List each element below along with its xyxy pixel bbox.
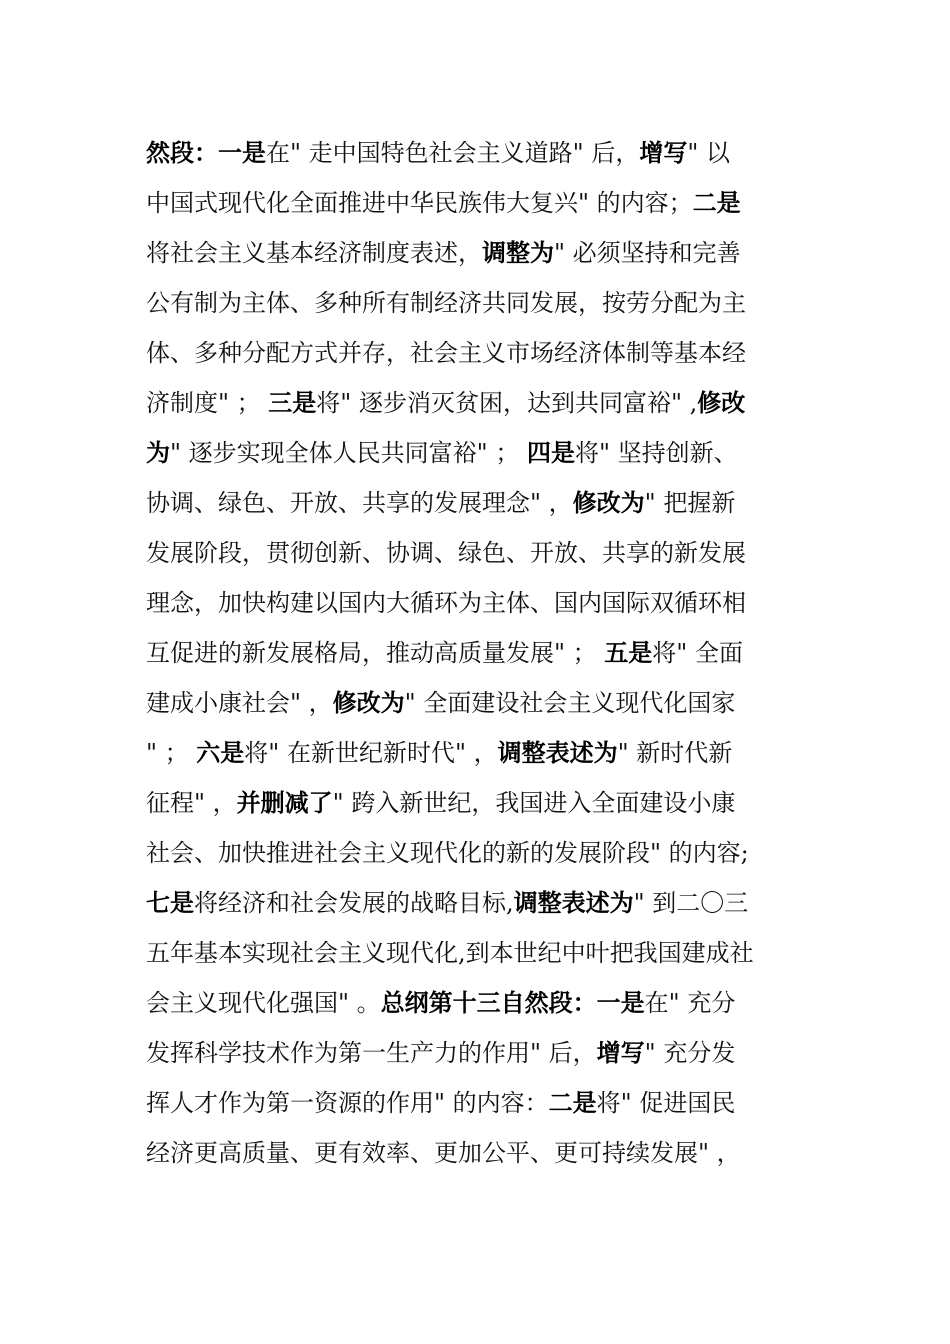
text-line — [146, 1028, 806, 1078]
text-line — [146, 828, 806, 878]
text-segment: 协调、绿色、开放、共享的发展理念" ， — [146, 489, 573, 517]
bold-text-segment: 四是 — [526, 438, 575, 467]
bold-text-segment: 二是 — [548, 1088, 597, 1117]
text-line — [146, 1128, 806, 1178]
text-segment: 在" 充分 — [644, 989, 736, 1017]
bold-text-segment: 为 — [146, 438, 170, 467]
text-segment: 中国式现代化全面推进中华民族伟大复兴" 的内容； — [146, 189, 693, 217]
bold-text-segment: 修改为 — [572, 488, 645, 517]
text-segment: 公有制为主体、多种所有制经济共同发展，按劳分配为主 — [146, 289, 746, 317]
bold-text-segment: 六是 — [196, 738, 245, 767]
text-line — [146, 578, 806, 628]
text-line — [146, 628, 806, 678]
text-line — [146, 678, 806, 728]
bold-text-segment: 调整为 — [482, 238, 554, 267]
text-segment: 体、多种分配方式并存，社会主义市场经济体制等基本经 — [146, 339, 746, 367]
bold-text-segment: 调整表述为 — [513, 888, 634, 917]
bold-text-segment: 调整表述为 — [497, 738, 618, 767]
text-segment: 将" 坚持创新、 — [574, 439, 738, 467]
bold-text-segment: 增写 — [639, 138, 688, 167]
text-segment: " 全面建设社会主义现代化国家 — [404, 689, 736, 717]
text-segment: 将经济和社会发展的战略目标, — [194, 889, 514, 917]
text-line — [146, 278, 806, 328]
text-segment: 五年基本实现社会主义现代化,到本世纪中叶把我国建成社 — [146, 939, 754, 967]
text-segment: 将" 促进国民 — [596, 1089, 736, 1117]
text-line — [146, 528, 806, 578]
text-line — [146, 778, 806, 828]
text-segment: 理念，加快构建以国内大循环为主体、国内国际双循环相 — [146, 589, 746, 617]
text-line — [146, 978, 806, 1028]
bold-text-segment: 三是 — [268, 388, 317, 417]
text-segment: 会主义现代化强国" 。 — [146, 989, 381, 1017]
bold-text-segment: 然段：一是 — [146, 138, 266, 167]
text-segment: 在" 走中国特色社会主义道路" 后， — [266, 139, 640, 167]
bold-text-segment: 总纲第十三自然段：一是 — [380, 988, 645, 1017]
bold-text-segment: 七是 — [146, 888, 194, 917]
text-line — [146, 128, 806, 178]
text-segment: 济制度" ； — [146, 389, 269, 417]
text-segment: " 新时代新 — [617, 739, 733, 767]
bold-text-segment: 二是 — [692, 188, 741, 217]
bold-text-segment: 增写 — [596, 1038, 645, 1067]
text-line — [146, 328, 806, 378]
text-segment: 发展阶段，贯彻创新、协调、绿色、开放、共享的新发展 — [146, 539, 746, 567]
bold-text-segment: 五是 — [604, 638, 653, 667]
text-line — [146, 878, 806, 928]
text-segment: 建成小康社会" ， — [146, 689, 333, 717]
bold-text-segment: 修改 — [697, 388, 746, 417]
text-segment: " 把握新 — [644, 489, 736, 517]
text-segment: 互促进的新发展格局，推动高质量发展" ； — [146, 639, 605, 667]
text-segment: " 必须坚持和完善 — [554, 239, 741, 267]
text-line — [146, 428, 806, 478]
body-text — [146, 128, 806, 1178]
text-segment: 社会、加快推进社会主义现代化的新的发展阶段" 的内容; — [146, 839, 749, 867]
text-line — [146, 728, 806, 778]
text-line — [146, 478, 806, 528]
text-segment: " 以 — [687, 139, 731, 167]
text-segment: " 跨入新世纪，我国进入全面建设小康 — [332, 789, 736, 817]
text-segment: " 充分发 — [644, 1039, 736, 1067]
bold-text-segment: 修改为 — [332, 688, 405, 717]
text-line — [146, 1078, 806, 1128]
text-segment: 征程" ， — [146, 789, 237, 817]
text-line — [146, 228, 806, 278]
text-line — [146, 378, 806, 428]
text-segment: 将" 在新世纪新时代" ， — [244, 739, 498, 767]
text-segment: 将" 全面 — [652, 639, 743, 667]
text-segment: 将" 逐步消灭贫困，达到共同富裕" , — [316, 389, 698, 417]
text-segment: 挥人才作为第一资源的作用" 的内容： — [146, 1089, 549, 1117]
text-line — [146, 178, 806, 228]
text-segment: 将社会主义基本经济制度表述， — [146, 239, 482, 267]
text-line — [146, 928, 806, 978]
text-segment: 发挥科学技术作为第一生产力的作用" 后， — [146, 1039, 597, 1067]
text-segment: " 逐步实现全体人民共同富裕" ； — [170, 439, 527, 467]
bold-text-segment: 并删减了 — [236, 788, 333, 817]
text-segment: " ； — [146, 739, 197, 767]
text-segment: 经济更高质量、更有效率、更加公平、更可持续发展" ， — [146, 1139, 741, 1167]
text-segment: " 到二〇三 — [633, 889, 749, 917]
